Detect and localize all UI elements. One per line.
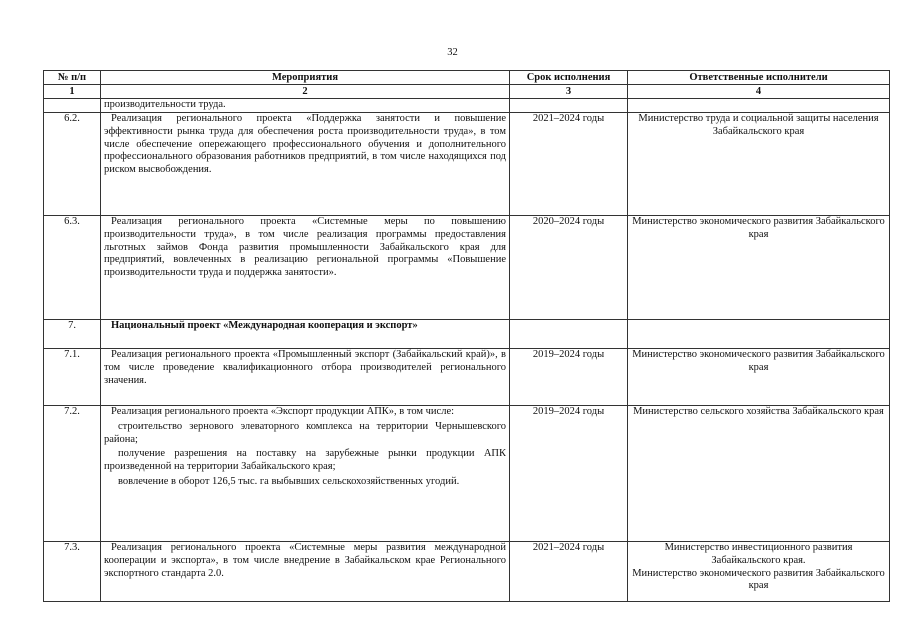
- row-executors: [628, 349, 890, 406]
- row-activity: производительности труда.: [101, 99, 510, 113]
- row-number: 7.1.: [44, 349, 101, 406]
- row-activity: Реализация регионального проекта «Системные меры развития международной кооперации и экспорта», в том числе внедрение в Забайкальском крае Регионального экспортного стандарта 2.0.: [101, 542, 510, 602]
- table-row: [44, 406, 890, 542]
- row-executors: [628, 216, 890, 320]
- table-row: [44, 542, 890, 602]
- executor: Министерство инвестиционного развития Забайкальского края.: [664, 542, 853, 566]
- column-number-3: 3: [510, 85, 628, 99]
- executor: Министерство экономического развития Забайкальского края: [632, 567, 885, 592]
- executor: Министерство труда и социальной защиты населения Забайкальского края: [638, 113, 879, 137]
- table-column-numbers-row: [44, 85, 890, 99]
- row-executors: [628, 113, 890, 216]
- activity-intro: Реализация регионального проекта «Экспорт продукции АПК», в том числе:: [111, 406, 455, 417]
- row-term: 2019–2024 годы: [510, 406, 628, 542]
- row-activity: [101, 406, 510, 542]
- row-number: 6.3.: [44, 216, 101, 320]
- row-number: [44, 99, 101, 113]
- executor: Министерство экономического развития Забайкальского края: [632, 216, 885, 240]
- table-row: [44, 113, 890, 216]
- row-term: [510, 99, 628, 113]
- column-number-4: 4: [628, 85, 890, 99]
- row-executors: [628, 406, 890, 542]
- row-executors: [628, 542, 890, 602]
- header-executors: Ответственные исполнители: [628, 71, 890, 85]
- row-activity: Реализация регионального проекта «Промышленный экспорт (Забайкальский край)», в том числе проведение квалификационного отбора производителей регионального значения.: [101, 349, 510, 406]
- row-activity: Реализация регионального проекта «Поддержка занятости и повышение эффективности рынка труда для обеспечения роста производительности труда», в том числе обеспечение опережающего профессионального обучения и дополнительного профессионального образования работников предприятий, в том числе находящихся под риском высвобождения.: [101, 113, 510, 216]
- row-term: 2021–2024 годы: [510, 542, 628, 602]
- section-title: Национальный проект «Международная кооперация и экспорт»: [101, 320, 510, 349]
- row-term: [510, 320, 628, 349]
- table-header-row: [44, 71, 890, 85]
- header-number: № п/п: [44, 71, 101, 85]
- column-number-2: 2: [101, 85, 510, 99]
- header-activities: Мероприятия: [101, 71, 510, 85]
- activity-subitem: строительство зернового элеваторного комплекса на территории Чернышевского района;: [104, 420, 506, 445]
- row-activity: Реализация регионального проекта «Системные меры по повышению производительности труда», в том числе реализация программы предоставления льготных займов Фонда развития промышленности Забайкальского края для предприятий, вовлеченных в реализацию региональной программы «Повышение производительности труда и поддержка занятости».: [101, 216, 510, 320]
- row-term: 2019–2024 годы: [510, 349, 628, 406]
- table-row: [44, 349, 890, 406]
- row-term: 2020–2024 годы: [510, 216, 628, 320]
- column-number-1: 1: [44, 85, 101, 99]
- row-number: 7.3.: [44, 542, 101, 602]
- row-executors: [628, 99, 890, 113]
- activity-subitem: вовлечение в оборот 126,5 тыс. га выбывших сельскохозяйственных угодий.: [118, 475, 460, 487]
- activity-subitem: получение разрешения на поставку на зарубежные рынки продукции АПК произведенной на территории Забайкальского края;: [104, 448, 506, 473]
- table-row-section: [44, 320, 890, 349]
- row-executors: [628, 320, 890, 349]
- page-number: 32: [447, 47, 458, 58]
- row-number: 7.2.: [44, 406, 101, 542]
- row-term: 2021–2024 годы: [510, 113, 628, 216]
- header-term: Срок исполнения: [510, 71, 628, 85]
- row-number: 6.2.: [44, 113, 101, 216]
- executor: Министерство сельского хозяйства Забайкальского края: [633, 406, 884, 417]
- table-row: [44, 99, 890, 113]
- row-number: 7.: [44, 320, 101, 349]
- activities-table: [43, 70, 890, 602]
- executor: Министерство экономического развития Забайкальского края: [632, 349, 885, 373]
- table-row: [44, 216, 890, 320]
